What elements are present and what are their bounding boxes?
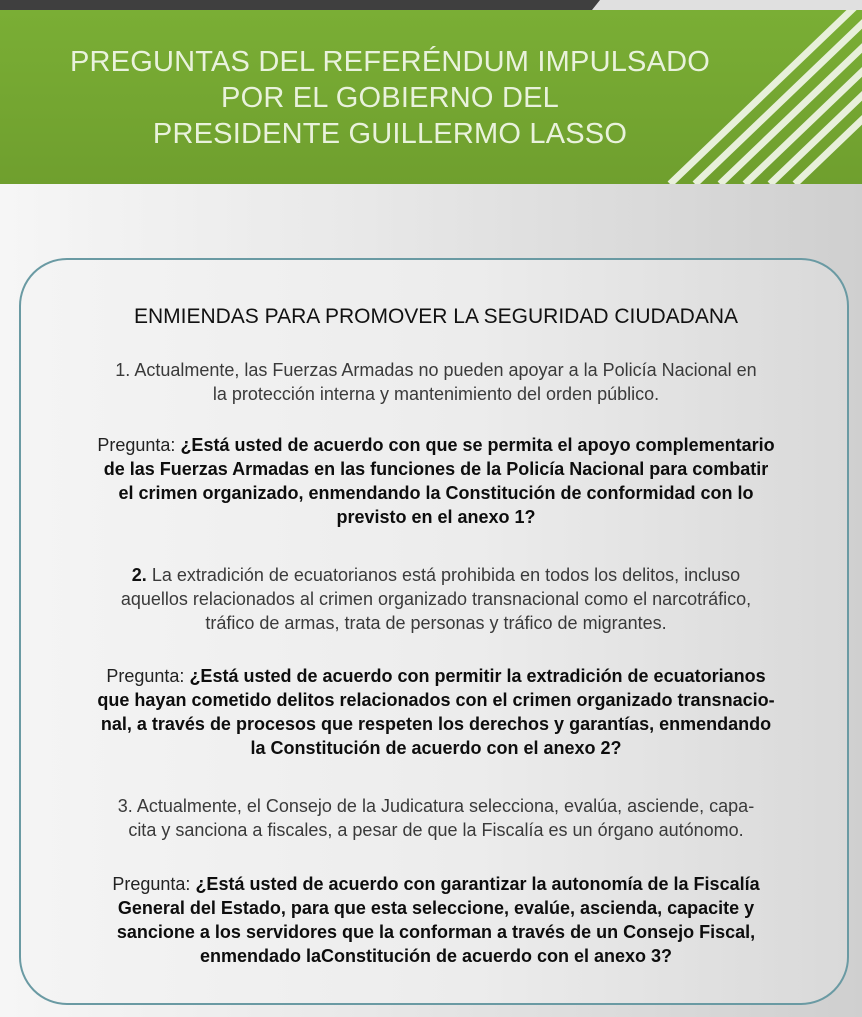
- question-text: previsto en el anexo 1?: [336, 507, 536, 527]
- item-1-question: [41, 433, 831, 529]
- item-1-line: 1. Actualmente, las Fuerzas Armadas no pueden apoyar a la Policía Nacional en: [115, 360, 757, 380]
- question-label: Pregunta:: [112, 874, 196, 894]
- title-banner: [0, 10, 862, 184]
- amendments-card: [19, 258, 849, 1005]
- item-3-question: [41, 872, 831, 968]
- banner-title-line: PREGUNTAS DEL REFERÉNDUM IMPULSADO: [69, 46, 711, 78]
- item-2-line: tráfico de armas, trata de personas y tráfico de migrantes.: [205, 613, 667, 633]
- item-3-line: cita y sanciona a fiscales, a pesar de que la Fiscalía es un órgano autónomo.: [128, 820, 744, 840]
- question-text: que hayan cometido delitos relacionados con el crimen organizado transnacio-: [97, 690, 775, 710]
- question-text: la Constitución de acuerdo con el anexo 2?: [250, 738, 622, 758]
- question-label: Pregunta:: [97, 435, 181, 455]
- item-1-line: la protección interna y mantenimiento del orden público.: [212, 384, 660, 404]
- item-3-line: 3. Actualmente, el Consejo de la Judicatura selecciona, evalúa, asciende, capa-: [117, 796, 755, 816]
- question-text: ¿Está usted de acuerdo con permitir la extradición de ecuatorianos: [189, 666, 766, 686]
- question-text: enmendado laConstitución de acuerdo con el anexo 3?: [199, 946, 673, 966]
- item-2-description: [41, 563, 831, 635]
- question-text: ¿Está usted de acuerdo con garantizar la autonomía de la Fiscalía: [195, 874, 760, 894]
- banner-title-line: PRESIDENTE GUILLERMO LASSO: [152, 118, 628, 150]
- item-2-question: [41, 664, 831, 760]
- banner-title: [40, 44, 740, 152]
- item-2-number: 2.: [131, 565, 147, 585]
- banner-title-line: POR EL GOBIERNO DEL: [221, 82, 559, 114]
- card-title: ENMIENDAS PARA PROMOVER LA SEGURIDAD CIUDADANA: [133, 305, 739, 328]
- question-text: de las Fuerzas Armadas en las funciones de la Policía Nacional para combatir: [103, 459, 769, 479]
- item-2-line: La extradición de ecuatorianos está prohibida en todos los delitos, incluso: [146, 565, 741, 585]
- question-text: ¿Está usted de acuerdo con que se permita el apoyo complementario: [180, 435, 775, 455]
- question-text: el crimen organizado, enmendando la Constitución de conformidad con lo: [118, 483, 754, 503]
- question-text: sancione a los servidores que la conforman a través de un Consejo Fiscal,: [116, 922, 756, 942]
- topbar-corner-decoration: [560, 0, 862, 10]
- item-3-description: [41, 794, 831, 842]
- question-text: General del Estado, para que esta seleccione, evalúe, ascienda, capacite y: [117, 898, 755, 918]
- question-text: nal, a través de procesos que respeten los derechos y garantías, enmendando: [100, 714, 772, 734]
- item-1-description: [41, 358, 831, 406]
- question-label: Pregunta:: [106, 666, 190, 686]
- item-2-line: aquellos relacionados al crimen organizado transnacional como el narcotráfico,: [120, 589, 752, 609]
